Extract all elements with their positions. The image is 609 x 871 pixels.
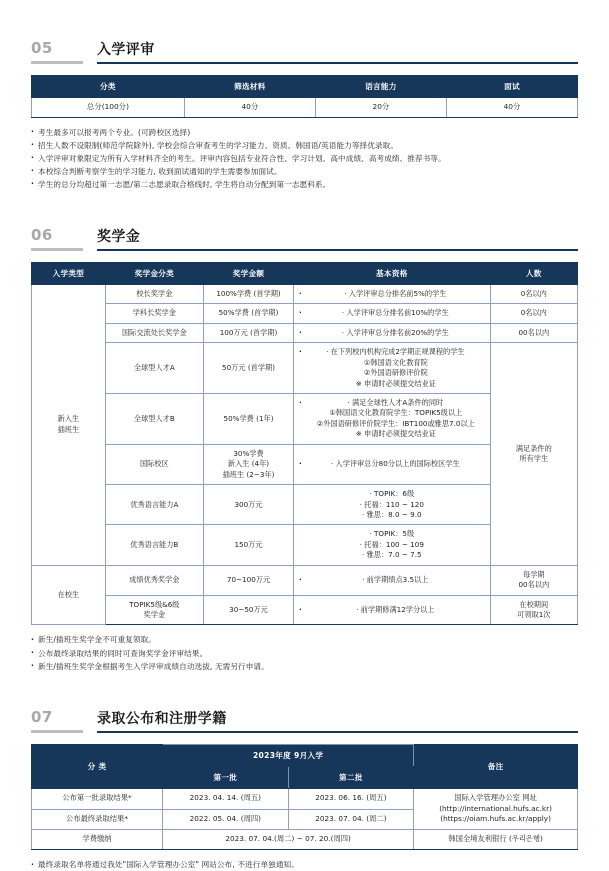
results-notes-list (31, 858, 578, 871)
cell-count: 00名以内 (490, 323, 577, 342)
table-row (32, 788, 578, 809)
list-item: · 新生/插班生奖学金根据考生入学评审成绩自动选拔, 无需另行申请。 (31, 660, 578, 673)
section-06-header (31, 217, 578, 251)
col-header-language: 语言能力 (315, 76, 446, 98)
qualification-line: ※ 申请时必须提交结业证 (355, 378, 436, 388)
cell-documents-score: 40分 (184, 98, 315, 118)
section-06-title-rule (97, 228, 578, 251)
count-line1: 满足条件的 (515, 443, 552, 453)
col-header-category: 分 类 (32, 744, 163, 788)
cell-tuition-period: 2023. 07. 04.(周二) ~ 07. 20.(周四) (163, 830, 414, 850)
group-label-line2: 插班生 (57, 424, 80, 434)
cell-count (490, 565, 577, 595)
cell-first-results-batch2: 2023. 06. 16. (周五) (288, 788, 414, 809)
qualification-line: · · 入学评审总分80分以上的国际校区学生 (299, 459, 485, 469)
table-row (32, 284, 578, 303)
cell-remark-office (414, 788, 578, 830)
table-row (32, 595, 578, 625)
cell-scholarship-category: 国际校区 (105, 444, 203, 484)
amount-line3: 插班生 (2~3年) (222, 469, 275, 479)
cell-count: 0名以内 (490, 304, 577, 323)
col-header-category: 分类 (32, 76, 185, 98)
section-spacer-07 (31, 673, 578, 699)
qualification-line: · · 在下列校内机构完成2学期正规课程的学生 (299, 347, 485, 357)
cell-scholarship-amount: 100%学费 (首学期) (203, 284, 293, 303)
list-item: · 本校综合判断考察学生的学习能力, 收到面试通知的学生需要参加面试。 (31, 165, 578, 178)
list-item: · 新生/插班生奖学金不可重复领取。 (31, 633, 578, 646)
table-row (32, 565, 578, 595)
category-line2: 奖学金 (143, 610, 166, 620)
results-table (31, 744, 578, 850)
cell-qualification (294, 595, 491, 625)
cell-group-current-students: 在校生 (32, 565, 106, 625)
cell-count (490, 595, 577, 625)
cell-scholarship-category: 国际交流处长奖学金 (105, 323, 203, 342)
cell-group-new-students (32, 284, 106, 565)
cell-scholarship-category: 优秀语言能力A (105, 485, 203, 525)
section-05-title: 入学评审 (97, 42, 155, 58)
cell-first-results-batch1: 2023. 04. 14. (周五) (163, 788, 289, 809)
qualification-line: · TOPIK：6级 (369, 489, 415, 499)
col-header-batch-1: 第一批 (163, 766, 289, 788)
cell-interview-score: 40分 (446, 98, 577, 118)
cell-qualification (294, 525, 491, 565)
section-06-number: 06 (31, 226, 83, 251)
qualification-line: ※ 申请时必须提交结业证 (355, 429, 436, 439)
group-label-line1: 新入生 (57, 414, 80, 424)
col-header-documents: 筛选材料 (184, 76, 315, 98)
cell-final-results-batch2: 2023. 07. 04. (周二) (288, 809, 414, 830)
scholarship-table (31, 262, 578, 626)
list-item: · 入学评审对象限定为所有入学材料齐全的考生。评审内容包括专业符合性、学习计划、高中成绩、高考成绩、推荐书等。 (31, 152, 578, 165)
table-row (32, 304, 578, 323)
list-item: · 学生的总分均超过第一志愿/第二志愿录取合格线时, 学生将自动分配到第一志愿科系。 (31, 178, 578, 191)
section-07-title-rule (97, 710, 578, 733)
category-line1: TOPIK5级&6级 (129, 599, 180, 609)
col-header-batch-2: 第二批 (288, 766, 414, 788)
qualification-line: · 雅思：8.0 ~ 9.0 (362, 509, 422, 519)
table-header-row (32, 262, 578, 284)
cell-tuition-label: 学费缴纳 (32, 830, 163, 850)
table-row (32, 323, 578, 342)
count-line1: 每学期 (523, 569, 545, 579)
cell-scholarship-amount: 50%学费 (1年) (203, 394, 293, 445)
col-header-year: 2023年度 9月入学 (163, 744, 414, 766)
evaluation-table (31, 75, 578, 118)
remark-url-international[interactable]: (http://international.hufs.ac.kr) (439, 803, 552, 813)
cell-language-score: 20分 (315, 98, 446, 118)
qualification-line: · 雅思：7.0 ~ 7.5 (362, 550, 422, 560)
cell-scholarship-amount: 50%学费 (首学期) (203, 304, 293, 323)
cell-scholarship-category: 优秀语言能力B (105, 525, 203, 565)
remark-office-label: 国际入学管理办公室 网址 (454, 792, 537, 802)
cell-qualification (294, 304, 491, 323)
section-05-header (31, 30, 578, 64)
cell-qualification (294, 323, 491, 342)
qualification-line: ①韩国语文化教育院学生：TOPIK5级以上 (329, 408, 463, 418)
cell-total-score: 总分(100分) (32, 98, 185, 118)
count-line2: 00名以内 (518, 580, 550, 590)
scholarship-notes-list (31, 633, 578, 672)
amount-line2: 新入生 (4年) (227, 459, 270, 469)
list-item: · 最终录取名单将通过我处"国际入学管理办公室" 网站公布, 不进行单独通知。 (31, 858, 578, 871)
table-row (32, 830, 578, 850)
section-07-number: 07 (31, 708, 83, 733)
cell-scholarship-amount: 50万元 (首学期) (203, 343, 293, 394)
col-header-qualification: 基本资格 (294, 262, 491, 284)
cell-scholarship-amount (203, 444, 293, 484)
section-05-number: 05 (31, 39, 83, 64)
qualification-line: ②外国语研修评价院 (363, 368, 428, 378)
qualification-line: ②外国语研修评价院学生：IBT100或雅思7.0以上 (316, 418, 475, 428)
cell-final-results-batch1: 2022. 05. 04. (周四) (163, 809, 289, 830)
count-line1: 在校期间 (519, 599, 549, 609)
section-06-title: 奖学金 (97, 228, 141, 245)
qualification-line: · · 入学评审总分排名前10%的学生 (299, 308, 485, 318)
cell-scholarship-category: 全球型人才B (105, 394, 203, 445)
cell-scholarship-amount: 300万元 (203, 485, 293, 525)
cell-scholarship-amount: 100万元 (首学期) (203, 323, 293, 342)
qualification-line: · · 前学期修满12学分以上 (299, 605, 485, 615)
cell-qualification (294, 444, 491, 484)
table-row (32, 98, 578, 118)
table-header-row (32, 744, 578, 766)
cell-tuition-bank: 韩国全境友利银行 (우리은행) (414, 830, 578, 850)
cell-count-merged (490, 343, 577, 565)
col-header-scholarship-type: 奖学金分类 (105, 262, 203, 284)
col-header-interview: 面试 (446, 76, 577, 98)
qualification-line: · · 入学评审总分排名前20%的学生 (299, 328, 485, 338)
cell-scholarship-amount: 30~50万元 (203, 595, 293, 625)
cell-scholarship-category: 学科长奖学金 (105, 304, 203, 323)
qualification-line: ①韩国语文化教育院 (363, 357, 428, 367)
qualification-line: · 托福：110 ~ 120 (359, 499, 424, 509)
remark-url-oiam-apply[interactable]: (https://oiam.hufs.ac.kr/apply) (440, 814, 551, 824)
section-admission-evaluation (31, 30, 578, 191)
qualification-line: · TOPIK：5级 (369, 529, 415, 539)
section-scholarship (31, 217, 578, 673)
cell-qualification (294, 284, 491, 303)
cell-first-results-label: 公布第一批录取结果* (32, 788, 163, 809)
list-item: · 考生最多可以报考两个专业。(可跨校区选择) (31, 126, 578, 139)
qualification-line: · · 前学期绩点3.5以上 (299, 575, 485, 585)
count-line2: 所有学生 (519, 454, 549, 463)
qualification-line: · · 满足全球性人才A条件的同时 (299, 398, 485, 408)
amount-line1: 30%学费 (233, 448, 264, 458)
cell-scholarship-amount: 70~100万元 (203, 565, 293, 595)
section-07-header (31, 699, 578, 733)
list-item: · 招生人数不设限制(师范学院除外), 学校会综合审查考生的学习能力、资质、韩国语/英语能力等择优录取。 (31, 139, 578, 152)
section-spacer-06 (31, 191, 578, 217)
cell-count: 0名以内 (490, 284, 577, 303)
top-spacer (31, 0, 578, 30)
cell-qualification (294, 343, 491, 394)
table-header-row (32, 76, 578, 98)
section-results-registration (31, 699, 578, 871)
section-05-title-rule (97, 41, 578, 64)
evaluation-notes-list (31, 126, 578, 191)
col-header-amount: 奖学金额 (203, 262, 293, 284)
cell-scholarship-category: 校长奖学金 (105, 284, 203, 303)
col-header-count: 人数 (490, 262, 577, 284)
list-item: · 公布最终录取结果的同时可查询奖学金评审结果。 (31, 647, 578, 660)
cell-qualification (294, 485, 491, 525)
cell-scholarship-category (105, 595, 203, 625)
table-row (32, 343, 578, 394)
col-header-remark: 备注 (414, 744, 578, 788)
cell-qualification (294, 565, 491, 595)
cell-scholarship-amount: 150万元 (203, 525, 293, 565)
cell-qualification (294, 394, 491, 445)
section-07-title: 录取公布和注册学籍 (97, 710, 227, 727)
cell-scholarship-category: 全球型人才A (105, 343, 203, 394)
count-line2: 可领取1次 (517, 610, 551, 620)
qualification-line: · · 入学评审总分排名前5%的学生 (299, 289, 485, 299)
col-header-admission-type: 入学类型 (32, 262, 106, 284)
qualification-line: · 托福：100 ~ 109 (359, 539, 424, 549)
cell-scholarship-category: 成绩优秀奖学金 (105, 565, 203, 595)
cell-final-results-label: 公布最终录取结果* (32, 809, 163, 830)
